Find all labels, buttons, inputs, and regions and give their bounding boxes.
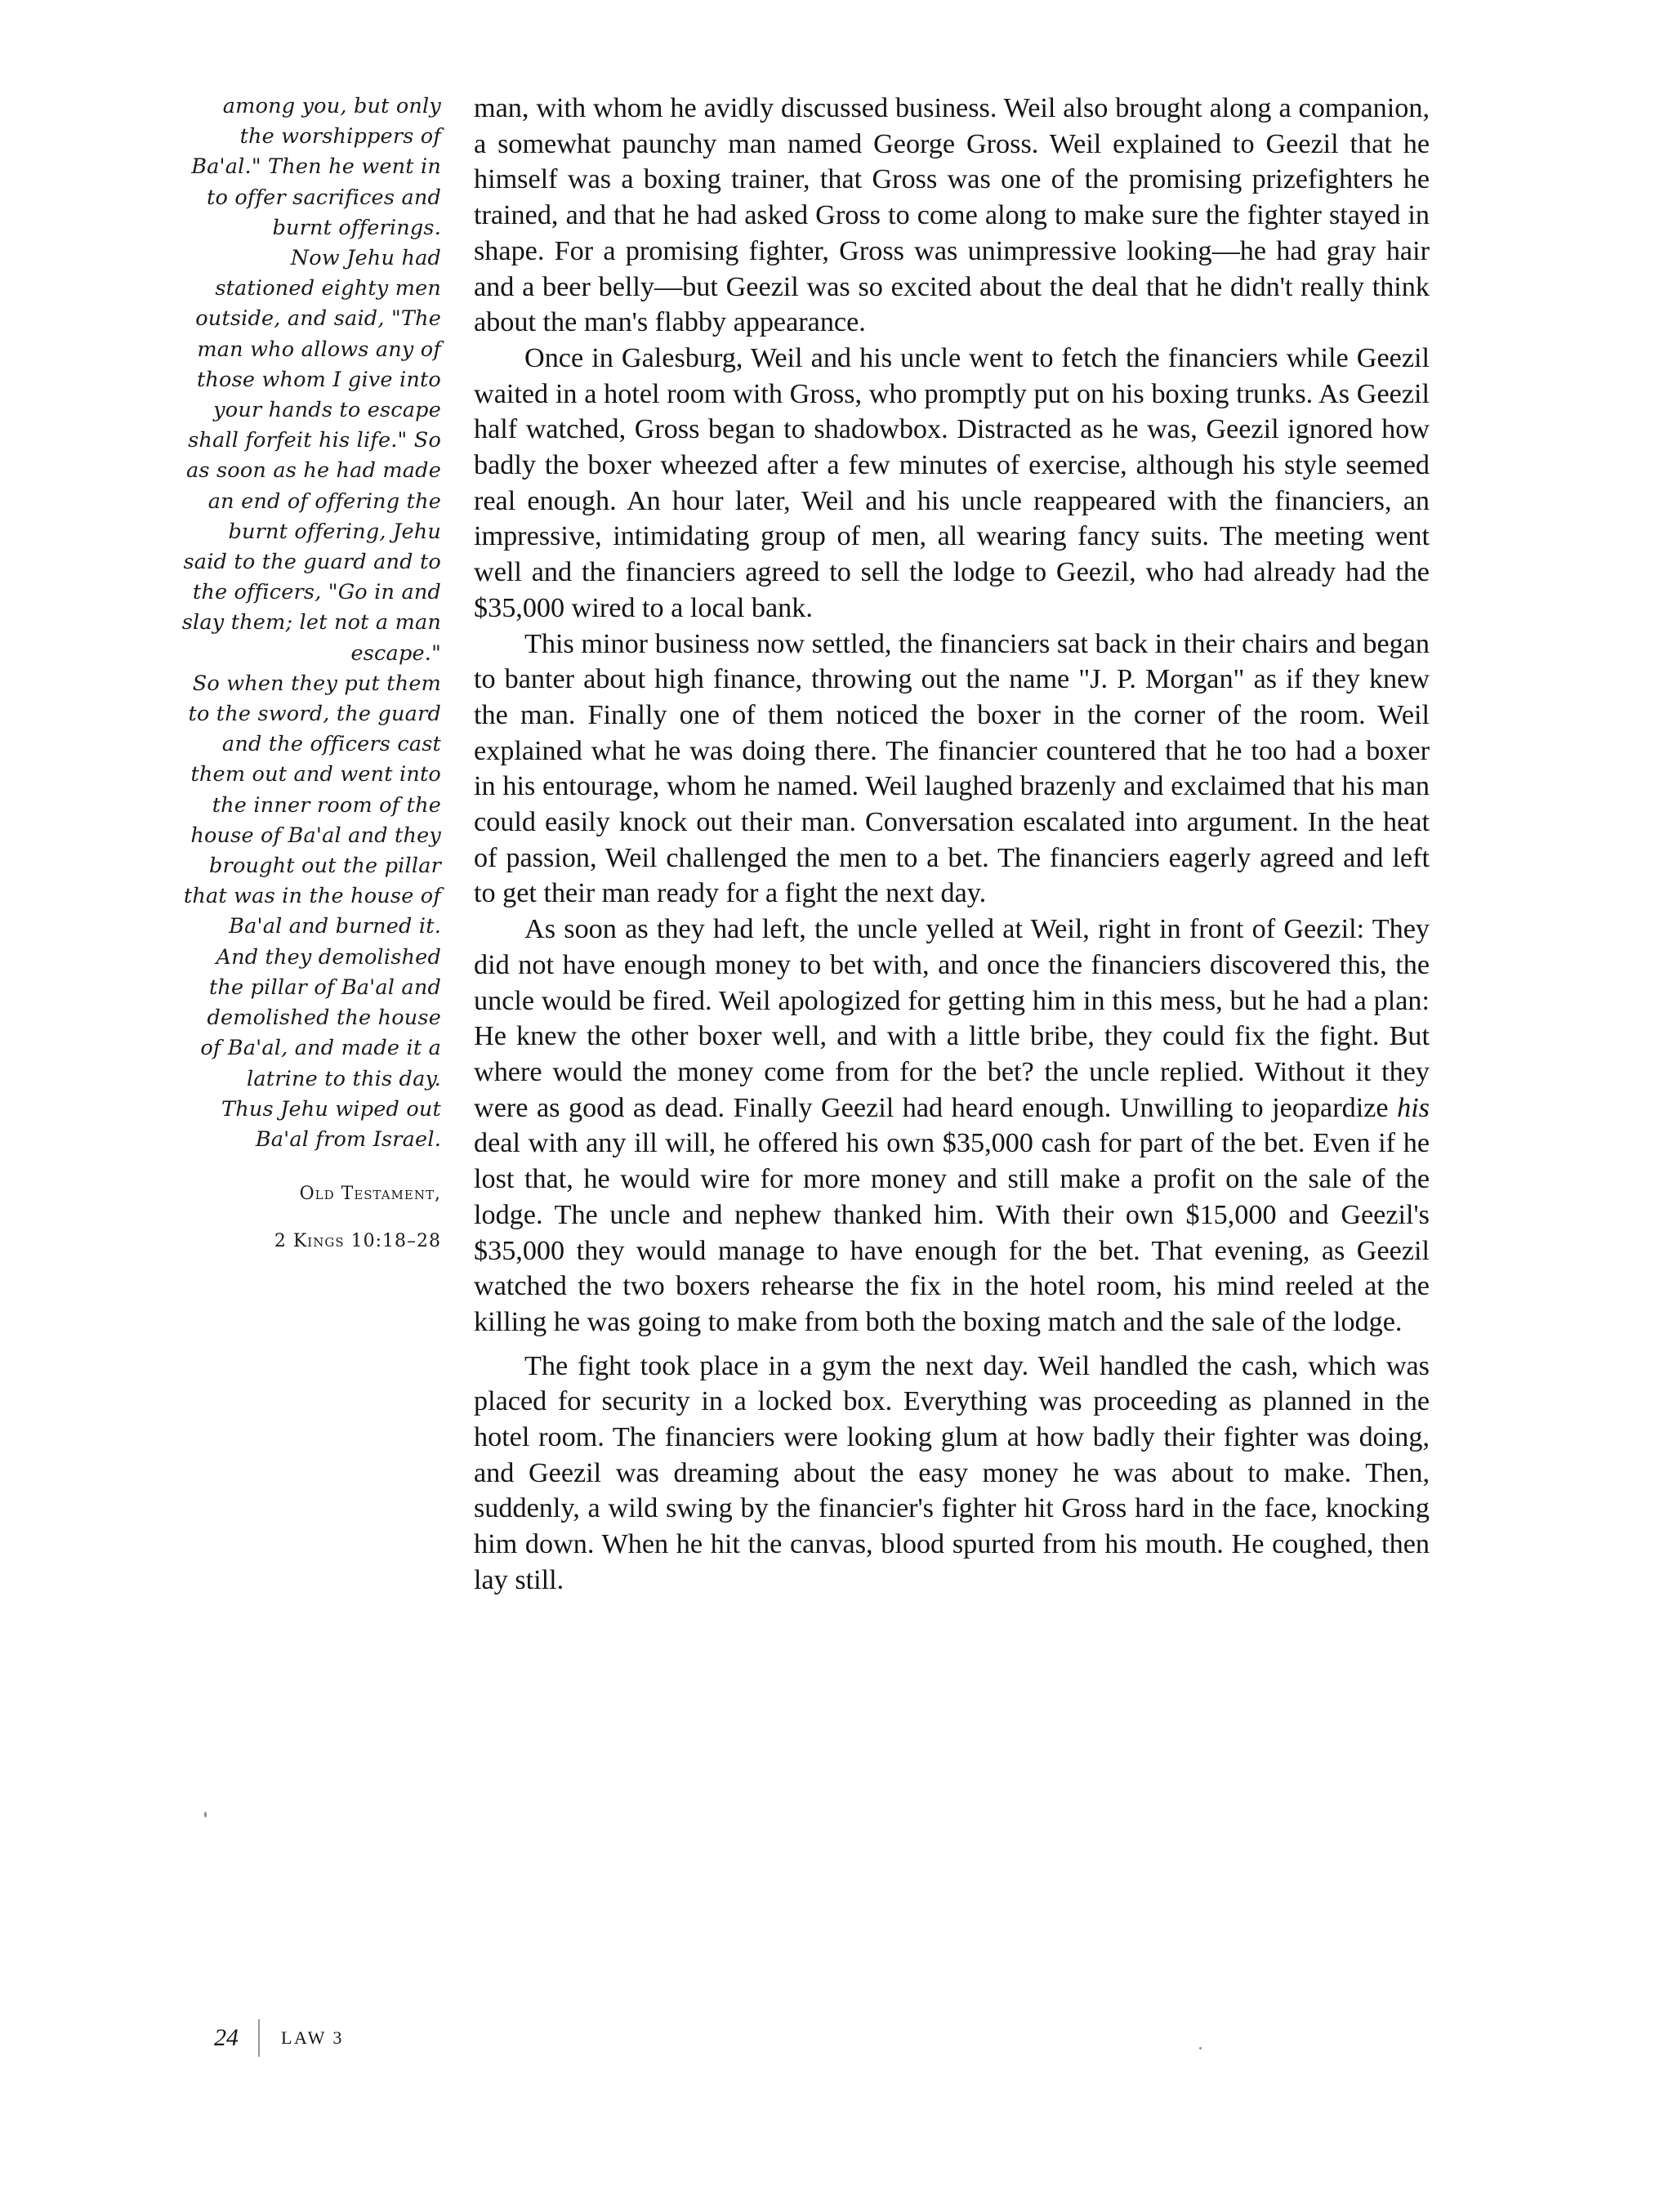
- emphasis-his: his: [1397, 1092, 1430, 1123]
- scan-speck: [1199, 2047, 1202, 2049]
- scan-speck: [204, 1812, 207, 1817]
- paragraph-4-part-b: deal with any ill will, he offered his own $35,000 cash for part of the bet. Even if he lost that, he would wire for more money and still make a profit on the sale of the lodge. The uncle and nephew thanked him. With their own $15,000 and Geezil's $35,000 they would manage to have enough for the bet. That evening, as Geezil watched the two boxers rehearse the fix in the hotel room, his mind reeled at the killing he was going to make from both the boxing match and the sale of the lodge.: [474, 1128, 1430, 1337]
- page-footer: [196, 2018, 344, 2058]
- paragraph-4-part-a: As soon as they had left, the uncle yelled at Weil, right in front of Geezil: They did not have enough money to bet with, and once the financiers discovered this, the uncle would be fired. Weil apologized for getting him in this mess, but he had a plan: He knew the other boxer well, and with a little bribe, they could fix the fight. But where would the money come from for the bet? the uncle replied. Without it they were as good as dead. Finally Geezil had heard enough. Unwilling to jeopardize: [474, 914, 1430, 1123]
- page-number: 24: [214, 2024, 239, 2051]
- sidebar-quote-text: among you, but only the worshippers of Ba'al." Then he went in to offer sacrifices and burnt offerings. Now Jehu had stationed eighty men outside, and said, "The man who allows any of those whom I give into your hands to escape shall forfeit his life." So as soon as he had made an end of offering the burnt offering, Jehu said to the guard and to the officers, "Go in and slay them; let not a man escape." So when they put them to the sword, the guard and the officers cast them out and went into the inner room of the house of Ba'al and they brought out the pillar that was in the house of Ba'al and burned it. And they demolished the pillar of Ba'al and demolished the house of Ba'al, and made it a latrine to this day. Thus Jehu wiped out Ba'al from Israel.: [181, 94, 441, 1152]
- paragraph-1: man, with whom he avidly discussed business. Weil also brought along a companion, a somewhat paunchy man named George Gross. Weil explained to Geezil that he himself was a boxing trainer, that Gross was one of the promising prizefighters he trained, and that he had asked Gross to come along to make sure the fighter stayed in shape. For a promising fighter, Gross was unimpressive looking—he had gray hair and a beer belly—but Geezil was so excited about the deal that he didn't really think about the man's flabby appearance.: [474, 93, 1430, 338]
- paragraph-4: [474, 912, 1430, 1340]
- paragraph-2: Once in Galesburg, Weil and his uncle went to fetch the financiers while Geezil waited in a hotel room with Gross, who promptly put on his boxing trunks. As Geezil half watched, Gross began to shadowbox. Distracted as he was, Geezil ignored how badly the boxer wheezed after a few minutes of exercise, although his style seemed real enough. An hour later, Weil and his uncle reappeared with the financiers, an impressive, intimidating group of men, all wearing fancy suits. The meeting went well and the financiers agreed to sell the lodge to Geezil, who had already had the $35,000 wired to a local bank.: [474, 342, 1430, 623]
- body-text: [474, 91, 1430, 1599]
- footer-divider: [258, 2019, 260, 2057]
- sidebar-quote-source: [163, 1158, 441, 1253]
- source-line-2: 2 Kings 10:18–28: [274, 1231, 441, 1252]
- paragraph-3: This minor business now settled, the financiers sat back in their chairs and began to banter about high finance, throwing out the name "J. P. Morgan" as if they knew the man. Finally one of them noticed the boxer in the corner of the room. Weil explained what he was doing there. The financier countered that he too had a boxer in his entourage, whom he named. Weil laughed brazenly and exclaimed that his man could easily knock out their man. Conversation escalated into argument. In the heat of passion, Weil challenged the men to a bet. The financiers eagerly agreed and left to get their man ready for a fight the next day.: [474, 628, 1430, 909]
- paragraph-5: The fight took place in a gym the next day. Weil handled the cash, which was placed for security in a locked box. Everything was proceeding as planned in the hotel room. The financiers were looking glum at how badly their fighter was doing, and Geezil was dreaming about the easy money he was about to make. Then, suddenly, a wild swing by the financier's fighter hit Gross hard in the face, knocking him down. When he hit the canvas, blood spurted from his mouth. He coughed, then lay still.: [474, 1350, 1430, 1595]
- source-line-1: Old Testament,: [299, 1184, 441, 1205]
- sidebar-quote: [163, 91, 441, 1253]
- running-head: LAW 3: [281, 2027, 344, 2048]
